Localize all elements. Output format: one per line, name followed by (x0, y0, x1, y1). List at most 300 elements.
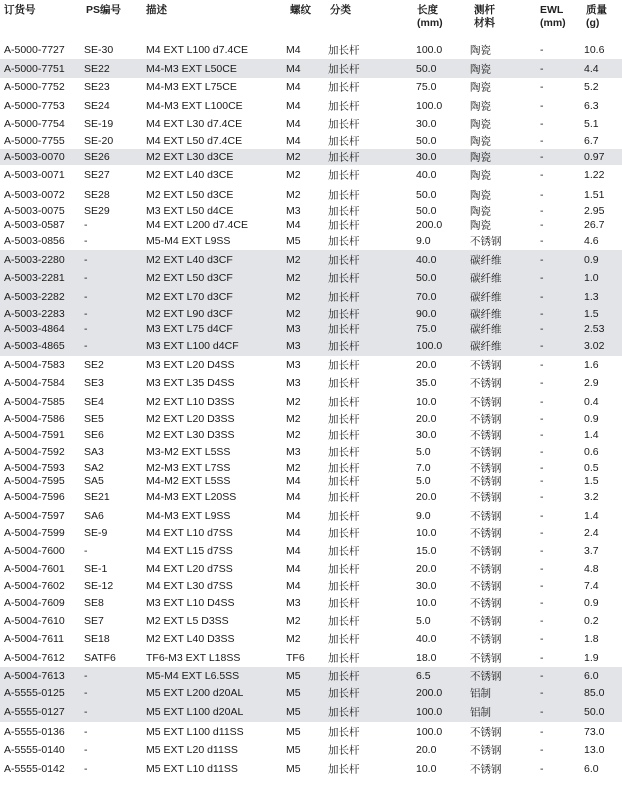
cell-mass: 4.8 (584, 563, 599, 575)
cell-ps-no: SE18 (84, 633, 110, 645)
cell-category: 加长杆 (328, 475, 360, 487)
cell-order-no: A-5004-7597 (4, 509, 65, 522)
cell-probe-material: 陶瓷 (470, 100, 491, 112)
cell-probe-material: 陶瓷 (470, 135, 491, 148)
cell-probe-material: 不锈钢 (470, 545, 502, 557)
cell-order-no: A-5003-0071 (4, 169, 65, 181)
cell-ps-no: SA2 (84, 461, 104, 474)
cell-thread: M5 (286, 235, 301, 247)
cell-order-no: A-5004-7610 (4, 615, 65, 627)
table-row (0, 149, 622, 165)
cell-category: 加长杆 (328, 615, 360, 628)
cell-order-no: A-5004-7599 (4, 526, 65, 539)
cell-length: 70.0 (416, 290, 437, 303)
cell-ewl: - (540, 188, 544, 201)
cell-ps-no: SE-12 (84, 579, 114, 592)
cell-category: 加长杆 (328, 219, 360, 232)
cell-ps-no: SE-19 (84, 118, 114, 130)
table-row (0, 443, 622, 461)
table-row (0, 306, 622, 321)
cell-thread: TF6 (286, 651, 305, 664)
cell-order-no: A-5004-7600 (4, 544, 65, 557)
cell-order-no: A-5003-4865 (4, 340, 65, 352)
table-header (0, 4, 622, 40)
cell-category: 加长杆 (328, 726, 360, 738)
cell-mass: 0.6 (584, 446, 599, 458)
cell-ewl: - (540, 62, 544, 75)
cell-ewl: - (540, 81, 544, 93)
cell-mass: 10.6 (584, 43, 605, 56)
cell-ewl: - (540, 118, 544, 130)
cell-thread: M4 (286, 43, 301, 56)
cell-description: M2 EXT L30 d3CE (146, 151, 234, 163)
cell-description: M2 EXT L10 D3SS (146, 395, 235, 408)
cell-order-no: A-5004-7586 (4, 412, 65, 425)
cell-ewl: - (540, 669, 544, 682)
cell-description: M4 EXT L200 d7.4CE (146, 219, 248, 231)
cell-thread: M3 (286, 205, 301, 217)
cell-description: M4 EXT L100 d7.4CE (146, 43, 248, 56)
cell-mass: 1.0 (584, 272, 599, 284)
table-row (0, 115, 622, 133)
cell-description: M3-M2 EXT L5SS (146, 446, 231, 458)
cell-thread: M4 (286, 62, 301, 75)
cell-mass: 2.95 (584, 205, 605, 217)
header-order-no: 订货号 (4, 4, 36, 16)
cell-ewl: - (540, 596, 544, 609)
cell-length: 100.0 (416, 43, 443, 56)
cell-category: 加长杆 (328, 118, 360, 131)
cell-ewl: - (540, 687, 544, 699)
cell-description: M4 EXT L30 d7SS (146, 579, 233, 592)
cell-description: M4-M3 EXT L50CE (146, 62, 237, 75)
table-row (0, 630, 622, 648)
cell-ewl: - (540, 526, 544, 539)
cell-thread: M4 (286, 526, 301, 539)
cell-order-no: A-5003-0587 (4, 219, 65, 231)
cell-order-no: A-5004-7595 (4, 474, 65, 487)
cell-mass: 1.3 (584, 290, 599, 303)
cell-ps-no: SE26 (84, 151, 110, 163)
cell-ps-no: SE-20 (84, 135, 114, 147)
cell-category: 加长杆 (328, 545, 360, 557)
cell-ps-no: - (84, 322, 88, 335)
cell-length: 10.0 (416, 596, 437, 609)
cell-ewl: - (540, 744, 544, 756)
cell-order-no: A-5000-7753 (4, 99, 65, 112)
header-category: 分类 (330, 4, 351, 16)
cell-mass: 1.22 (584, 169, 605, 181)
cell-description: M3 EXT L75 d4CF (146, 322, 233, 335)
cell-description: M2 EXT L90 d3CF (146, 307, 233, 320)
cell-mass: 3.7 (584, 544, 599, 557)
cell-ewl: - (540, 428, 544, 441)
cell-ewl: - (540, 563, 544, 575)
cell-category: 加长杆 (328, 763, 360, 775)
cell-thread: M3 (286, 446, 301, 458)
cell-mass: 6.7 (584, 135, 599, 147)
cell-length: 50.0 (416, 62, 437, 75)
cell-order-no: A-5004-7612 (4, 651, 65, 664)
cell-probe-material: 陶瓷 (470, 151, 491, 164)
cell-thread: M2 (286, 290, 301, 303)
table-row (0, 722, 622, 741)
cell-mass: 1.4 (584, 428, 599, 441)
cell-description: M5-M4 EXT L6.5SS (146, 669, 240, 682)
cell-ps-no: SE5 (84, 412, 104, 425)
cell-description: M2 EXT L50 d3CF (146, 272, 233, 284)
cell-ewl: - (540, 651, 544, 664)
cell-category: 加长杆 (328, 580, 360, 592)
cell-thread: M3 (286, 322, 301, 335)
cell-length: 30.0 (416, 151, 437, 163)
cell-probe-material: 陶瓷 (470, 44, 491, 56)
cell-order-no: A-5004-7583 (4, 359, 65, 371)
table-row (0, 59, 622, 78)
cell-description: M4-M3 EXT L100CE (146, 99, 243, 112)
cell-category: 加长杆 (328, 235, 360, 248)
cell-category: 加长杆 (328, 81, 360, 94)
cell-probe-material: 铝制 (470, 687, 491, 700)
cell-length: 5.0 (416, 474, 431, 487)
cell-thread: M2 (286, 151, 301, 163)
table-row (0, 507, 622, 524)
cell-ewl: - (540, 725, 544, 738)
cell-probe-material: 陶瓷 (470, 118, 491, 131)
cell-probe-material: 不锈钢 (470, 670, 502, 682)
cell-description: M3 EXT L20 D4SS (146, 359, 235, 371)
cell-thread: M2 (286, 253, 301, 266)
cell-probe-material: 不锈钢 (470, 652, 502, 664)
cell-mass: 0.5 (584, 461, 599, 474)
cell-thread: M2 (286, 615, 301, 627)
cell-description: M4-M3 EXT L9SS (146, 509, 231, 522)
cell-description: M5-M4 EXT L9SS (146, 235, 231, 247)
cell-mass: 1.5 (584, 474, 599, 487)
cell-description: M4 EXT L15 d7SS (146, 544, 233, 557)
table-row (0, 204, 622, 218)
table-row (0, 269, 622, 287)
cell-length: 10.0 (416, 526, 437, 539)
cell-length: 35.0 (416, 377, 437, 389)
cell-description: M2 EXT L20 D3SS (146, 412, 235, 425)
cell-length: 9.0 (416, 509, 431, 522)
cell-length: 10.0 (416, 395, 437, 408)
cell-description: M2 EXT L40 D3SS (146, 633, 235, 645)
cell-probe-material: 不锈钢 (470, 396, 502, 408)
table-row (0, 411, 622, 426)
cell-order-no: A-5004-7613 (4, 669, 65, 682)
cell-thread: M5 (286, 762, 301, 775)
cell-mass: 0.9 (584, 596, 599, 609)
cell-category: 加长杆 (328, 272, 360, 285)
cell-mass: 1.6 (584, 359, 599, 371)
header-length: 长度 (mm) (417, 4, 443, 29)
cell-ewl: - (540, 359, 544, 371)
cell-thread: M5 (286, 687, 301, 699)
cell-thread: M3 (286, 596, 301, 609)
cell-length: 20.0 (416, 412, 437, 425)
cell-description: M4-M2 EXT L5SS (146, 474, 231, 487)
table-row (0, 78, 622, 96)
cell-ps-no: SE28 (84, 188, 110, 201)
cell-thread: M4 (286, 474, 301, 487)
cell-order-no: A-5003-0856 (4, 235, 65, 247)
cell-mass: 6.0 (584, 669, 599, 682)
cell-thread: M5 (286, 706, 301, 718)
cell-description: M3 EXT L10 D4SS (146, 596, 235, 609)
cell-thread: M4 (286, 81, 301, 93)
cell-order-no: A-5004-7592 (4, 446, 65, 458)
cell-ewl: - (540, 461, 544, 474)
cell-probe-material: 碳纤维 (470, 291, 502, 303)
cell-order-no: A-5004-7601 (4, 563, 65, 575)
cell-ewl: - (540, 509, 544, 522)
table-row (0, 321, 622, 336)
cell-length: 40.0 (416, 633, 437, 645)
cell-length: 75.0 (416, 322, 437, 335)
header-mass: 质量 (g) (586, 4, 607, 29)
cell-category: 加长杆 (328, 100, 360, 112)
cell-description: M5 EXT L200 d20AL (146, 687, 244, 699)
cell-thread: M3 (286, 340, 301, 352)
cell-category: 加长杆 (328, 135, 360, 148)
cell-ewl: - (540, 205, 544, 217)
table-row (0, 560, 622, 578)
table-row (0, 165, 622, 185)
cell-description: M2 EXT L50 d3CE (146, 188, 234, 201)
cell-ewl: - (540, 253, 544, 266)
cell-length: 20.0 (416, 359, 437, 371)
cell-thread: M2 (286, 169, 301, 181)
cell-mass: 6.0 (584, 762, 599, 775)
cell-ps-no: SE27 (84, 169, 110, 181)
table-row (0, 648, 622, 667)
cell-mass: 0.97 (584, 151, 605, 163)
table-row (0, 250, 622, 269)
cell-length: 100.0 (416, 725, 443, 738)
table-row (0, 759, 622, 778)
cell-mass: 4.6 (584, 235, 599, 247)
cell-probe-material: 不锈钢 (470, 580, 502, 592)
cell-description: M2 EXT L5 D3SS (146, 615, 229, 627)
cell-ps-no: - (84, 725, 88, 738)
cell-ps-no: SE23 (84, 81, 110, 93)
table-row (0, 612, 622, 630)
cell-category: 加长杆 (328, 446, 360, 459)
table-row (0, 133, 622, 149)
cell-description: M4-M3 EXT L75CE (146, 81, 237, 93)
cell-ewl: - (540, 43, 544, 56)
cell-order-no: A-5003-0075 (4, 205, 65, 217)
cell-ewl: - (540, 615, 544, 627)
cell-mass: 1.9 (584, 651, 599, 664)
cell-category: 加长杆 (328, 396, 360, 408)
table-row (0, 524, 622, 541)
cell-ewl: - (540, 633, 544, 645)
cell-description: M3 EXT L50 d4CE (146, 205, 234, 217)
cell-thread: M2 (286, 188, 301, 201)
cell-thread: M2 (286, 461, 301, 474)
cell-category: 加长杆 (328, 633, 360, 646)
cell-ps-no: SE7 (84, 615, 104, 627)
cell-length: 9.0 (416, 235, 431, 247)
cell-ewl: - (540, 491, 544, 503)
cell-ps-no: SE6 (84, 428, 104, 441)
cell-probe-material: 碳纤维 (470, 308, 502, 320)
cell-description: M2 EXT L40 d3CE (146, 169, 234, 181)
cell-category: 加长杆 (328, 189, 360, 201)
cell-category: 加长杆 (328, 63, 360, 75)
cell-category: 加长杆 (328, 308, 360, 320)
cell-thread: M4 (286, 563, 301, 575)
cell-description: M2-M3 EXT L7SS (146, 461, 231, 474)
cell-category: 加长杆 (328, 597, 360, 609)
cell-category: 加长杆 (328, 652, 360, 664)
cell-ps-no: SA6 (84, 509, 104, 522)
cell-ewl: - (540, 219, 544, 231)
cell-description: M5 EXT L100 d20AL (146, 706, 244, 718)
cell-length: 50.0 (416, 272, 437, 284)
cell-ps-no: SE24 (84, 99, 110, 112)
cell-probe-material: 不锈钢 (470, 527, 502, 539)
cell-order-no: A-5004-7593 (4, 461, 65, 474)
cell-probe-material: 碳纤维 (470, 272, 502, 285)
cell-ewl: - (540, 762, 544, 775)
cell-description: M4-M3 EXT L20SS (146, 491, 237, 503)
header-ps-no: PS编号 (86, 4, 122, 16)
cell-category: 加长杆 (328, 429, 360, 441)
cell-thread: M3 (286, 359, 301, 371)
cell-order-no: A-5003-2280 (4, 253, 65, 266)
cell-thread: M2 (286, 428, 301, 441)
cell-length: 20.0 (416, 744, 437, 756)
cell-probe-material: 不锈钢 (470, 726, 502, 738)
cell-ps-no: - (84, 669, 88, 682)
cell-mass: 73.0 (584, 725, 605, 738)
cell-mass: 5.2 (584, 81, 599, 93)
header-description: 描述 (146, 4, 167, 16)
cell-probe-material: 陶瓷 (470, 169, 491, 182)
cell-probe-material: 不锈钢 (470, 744, 502, 757)
cell-ewl: - (540, 544, 544, 557)
cell-probe-material: 陶瓷 (470, 219, 491, 232)
cell-description: M4 EXT L30 d7.4CE (146, 118, 243, 130)
cell-length: 30.0 (416, 428, 437, 441)
cell-ps-no: SE3 (84, 377, 104, 389)
cell-length: 20.0 (416, 563, 437, 575)
cell-thread: M3 (286, 377, 301, 389)
cell-order-no: A-5555-0136 (4, 725, 65, 738)
table-row (0, 40, 622, 59)
cell-mass: 0.9 (584, 253, 599, 266)
cell-ps-no: - (84, 544, 88, 557)
cell-ps-no: - (84, 290, 88, 303)
table-row (0, 96, 622, 115)
cell-description: M2 EXT L70 d3CF (146, 290, 233, 303)
cell-probe-material: 不锈钢 (470, 510, 502, 522)
cell-ewl: - (540, 307, 544, 320)
cell-category: 加长杆 (328, 340, 360, 353)
table-row (0, 392, 622, 411)
cell-mass: 1.5 (584, 307, 599, 320)
cell-probe-material: 不锈钢 (470, 359, 502, 372)
cell-description: TF6-M3 EXT L18SS (146, 651, 241, 664)
cell-length: 7.0 (416, 461, 431, 474)
cell-length: 75.0 (416, 81, 437, 93)
cell-thread: M4 (286, 99, 301, 112)
cell-ps-no: SE8 (84, 596, 104, 609)
cell-ps-no: SA3 (84, 446, 104, 458)
cell-thread: M4 (286, 135, 301, 147)
cell-description: M4 EXT L20 d7SS (146, 563, 233, 575)
cell-length: 40.0 (416, 253, 437, 266)
cell-thread: M2 (286, 307, 301, 320)
cell-category: 加长杆 (328, 413, 360, 425)
cell-description: M2 EXT L40 d3CF (146, 253, 233, 266)
cell-description: M5 EXT L100 d11SS (146, 725, 244, 738)
cell-ps-no: - (84, 744, 88, 756)
cell-category: 加长杆 (328, 510, 360, 522)
cell-length: 50.0 (416, 205, 437, 217)
cell-mass: 0.4 (584, 395, 599, 408)
cell-ps-no: - (84, 307, 88, 320)
cell-description: M5 EXT L10 d11SS (146, 762, 238, 775)
cell-probe-material: 不锈钢 (470, 446, 502, 459)
cell-order-no: A-5004-7584 (4, 377, 65, 389)
cell-length: 50.0 (416, 188, 437, 201)
cell-length: 200.0 (416, 219, 443, 231)
cell-mass: 5.1 (584, 118, 599, 130)
cell-ps-no: SE-30 (84, 43, 114, 56)
table-row (0, 578, 622, 593)
cell-category: 加长杆 (328, 151, 360, 164)
cell-ewl: - (540, 169, 544, 181)
cell-description: M4 EXT L50 d7.4CE (146, 135, 243, 147)
cell-probe-material: 不锈钢 (470, 615, 502, 628)
cell-length: 20.0 (416, 491, 437, 503)
cell-length: 100.0 (416, 340, 443, 352)
cell-ewl: - (540, 412, 544, 425)
cell-thread: M4 (286, 509, 301, 522)
cell-thread: M4 (286, 491, 301, 503)
cell-category: 加长杆 (328, 491, 360, 504)
cell-thread: M5 (286, 744, 301, 756)
table-row (0, 426, 622, 443)
cell-length: 18.0 (416, 651, 437, 664)
header-probe-material: 测杆 材料 (474, 4, 495, 29)
cell-length: 200.0 (416, 687, 443, 699)
cell-thread: M5 (286, 669, 301, 682)
cell-probe-material: 不锈钢 (470, 377, 502, 390)
table-row (0, 741, 622, 759)
cell-category: 加长杆 (328, 254, 360, 266)
cell-order-no: A-5555-0125 (4, 687, 65, 699)
cell-length: 30.0 (416, 579, 437, 592)
cell-ewl: - (540, 272, 544, 284)
cell-order-no: A-5004-7602 (4, 579, 65, 592)
cell-mass: 1.4 (584, 509, 599, 522)
cell-ps-no: - (84, 340, 88, 352)
cell-thread: M4 (286, 219, 301, 231)
cell-ps-no: SE2 (84, 359, 104, 371)
cell-description: M3 EXT L35 D4SS (146, 377, 235, 389)
cell-thread: M5 (286, 725, 301, 738)
cell-probe-material: 不锈钢 (470, 563, 502, 576)
cell-thread: M2 (286, 272, 301, 284)
cell-probe-material: 不锈钢 (470, 633, 502, 646)
table-row (0, 374, 622, 392)
